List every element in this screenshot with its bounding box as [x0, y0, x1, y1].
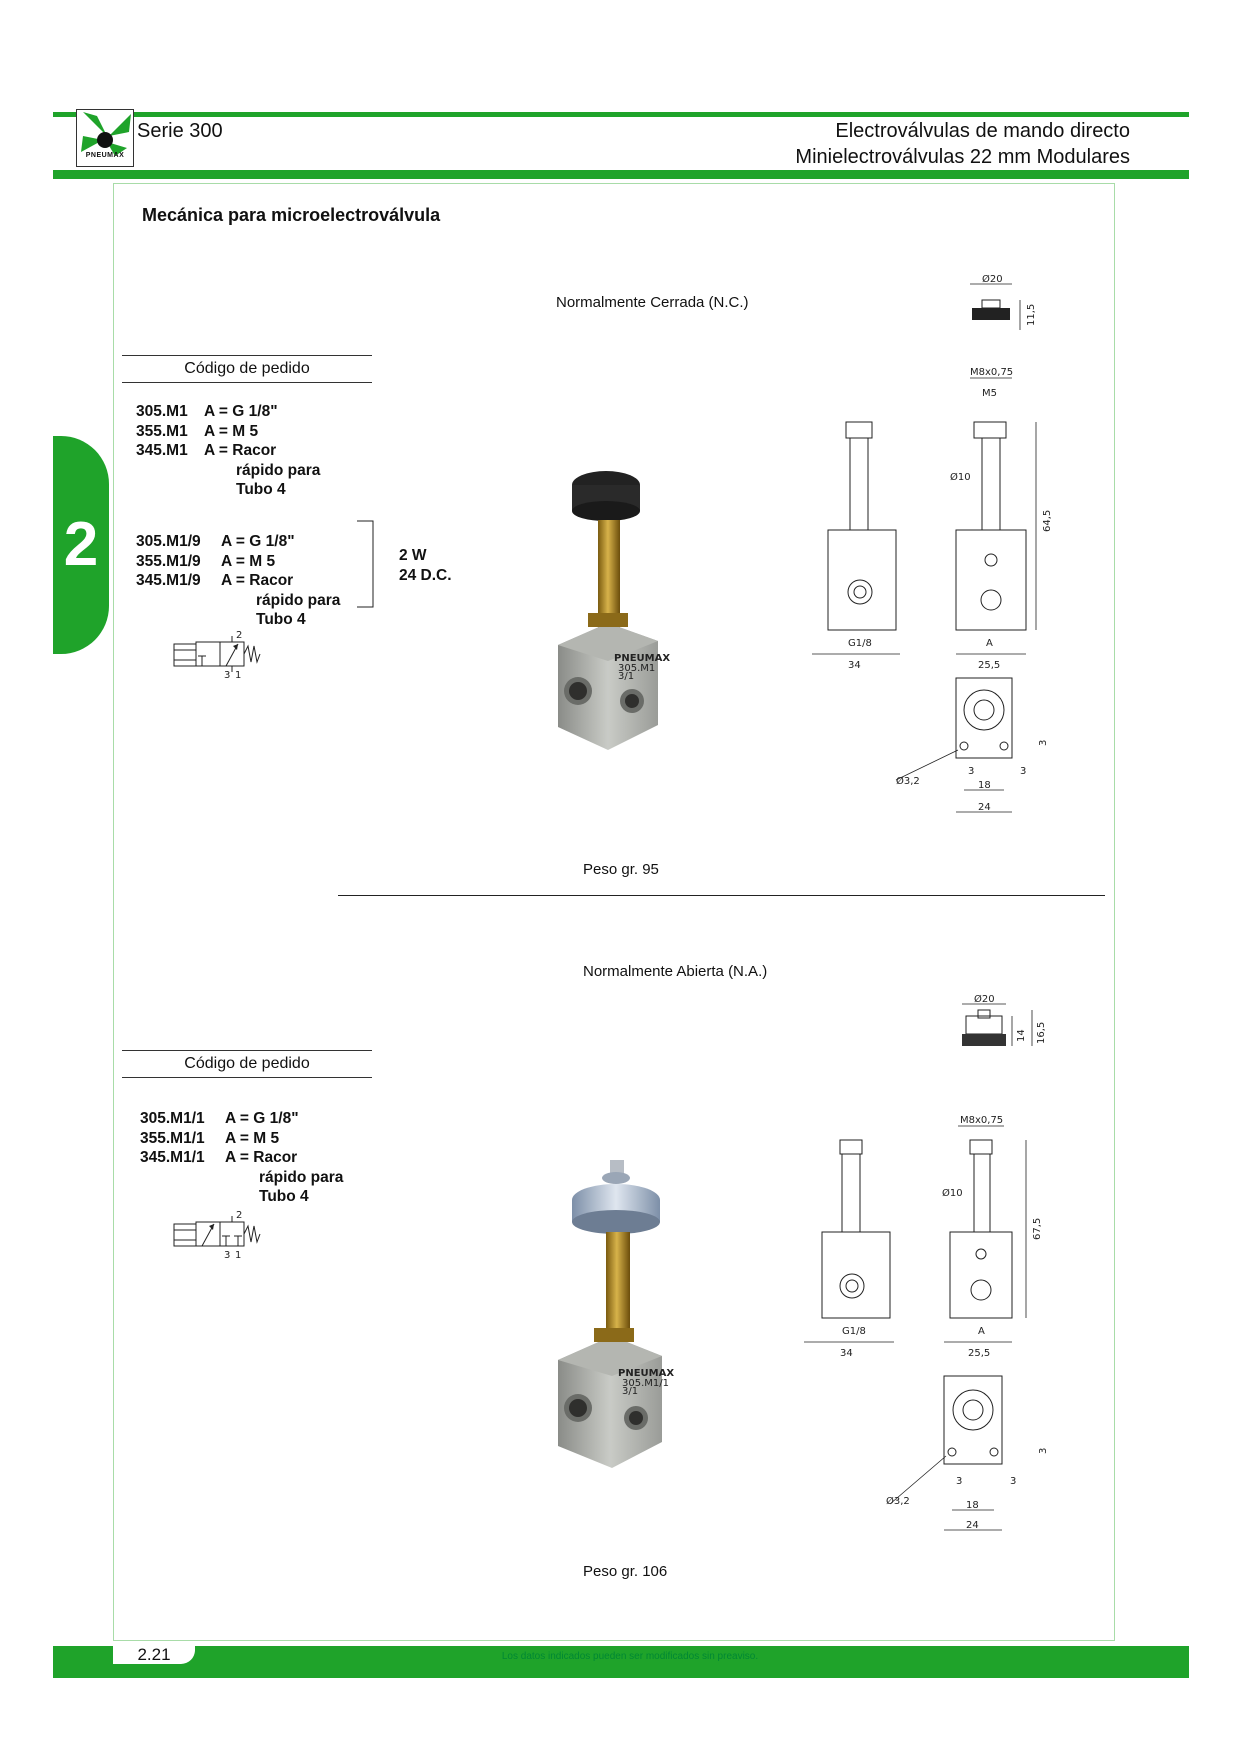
- section-divider: [338, 895, 1105, 896]
- nc-valve-symbol-icon: [172, 632, 272, 680]
- svg-text:1: 1: [235, 670, 242, 681]
- code-row: 305.M1 A = G 1/8": [136, 403, 278, 420]
- na-valve-symbol-icon: [172, 1212, 272, 1260]
- code-row: 305.M1/1 A = G 1/8": [140, 1110, 299, 1127]
- header-top-bar: [53, 112, 1189, 117]
- footer-note: Los datos indicados pueden ser modificados sin preaviso.: [501, 1651, 759, 1662]
- nc-code-group-1: 305.M1 A = G 1/8" 355.M1 A = M 5 345.M1 A = Racor rápido para Tubo 4: [136, 403, 321, 498]
- header-line-2: Minielectroválvulas 22 mm Modulares: [795, 146, 1130, 168]
- svg-text:305.M1: 305.M1: [618, 663, 656, 674]
- svg-text:34: 34: [848, 660, 861, 671]
- nc-caption: Normalmente Cerrada (N.C.): [556, 294, 749, 311]
- svg-text:3: 3: [224, 1250, 231, 1261]
- brand-logo: [76, 109, 134, 167]
- na-dimension-drawing: [790, 990, 1080, 1550]
- svg-text:2: 2: [236, 1210, 243, 1221]
- code-row: 345.M1 A = Racor: [136, 442, 277, 459]
- svg-text:Ø20: Ø20: [974, 994, 995, 1005]
- code-row: 355.M1 A = M 5: [136, 422, 259, 440]
- svg-text:Ø10: Ø10: [942, 1188, 963, 1199]
- svg-text:M8x0,75: M8x0,75: [970, 367, 1014, 378]
- svg-text:3: 3: [956, 1476, 963, 1487]
- svg-text:A: A: [986, 638, 993, 649]
- nc-product-photo: [548, 465, 698, 755]
- svg-text:3/1: 3/1: [622, 1386, 639, 1397]
- svg-text:3/1: 3/1: [618, 671, 635, 682]
- header-line-1: Electroválvulas de mando directo: [835, 120, 1130, 142]
- svg-text:Ø20: Ø20: [982, 274, 1003, 285]
- na-order-label: Código de pedido: [122, 1050, 372, 1078]
- svg-text:64,5: 64,5: [1042, 509, 1053, 532]
- svg-text:G1/8: G1/8: [842, 1326, 866, 1337]
- nc-weight: Peso gr. 95: [583, 861, 659, 878]
- code-row: 355.M1/1 A = M 5: [140, 1129, 280, 1147]
- svg-text:14: 14: [1016, 1029, 1027, 1042]
- code-row: 345.M1/9 A = Racor: [136, 572, 294, 589]
- nc-power: 2 W: [399, 547, 427, 564]
- svg-text:34: 34: [840, 1348, 853, 1359]
- page-number: 2.21: [113, 1646, 195, 1664]
- svg-text:25,5: 25,5: [968, 1348, 991, 1359]
- nc-voltage: 24 D.C.: [399, 566, 452, 584]
- svg-text:3: 3: [1038, 1447, 1049, 1454]
- svg-text:3: 3: [224, 670, 231, 681]
- code-row: 305.M1/9 A = G 1/8": [136, 533, 295, 550]
- svg-text:M8x0,75: M8x0,75: [960, 1115, 1004, 1126]
- na-code-group: 305.M1/1 A = G 1/8" 355.M1/1 A = M 5 345.M1/1 A = Racor rápido para Tubo 4: [140, 1110, 344, 1205]
- svg-text:A: A: [978, 1326, 985, 1337]
- nc-bracket: [355, 520, 375, 608]
- svg-text:3: 3: [1020, 766, 1027, 777]
- series-label: Serie 300: [137, 120, 223, 142]
- svg-text:1: 1: [235, 1250, 242, 1261]
- svg-text:2: 2: [236, 630, 243, 641]
- svg-text:18: 18: [978, 780, 991, 791]
- svg-text:24: 24: [966, 1520, 979, 1531]
- svg-text:16,5: 16,5: [1036, 1021, 1047, 1044]
- svg-text:3: 3: [1038, 739, 1049, 746]
- code-row: 355.M1/9 A = M 5: [136, 552, 276, 570]
- page-title: Mecánica para microelectroválvula: [142, 205, 441, 225]
- svg-text:Ø3,2: Ø3,2: [886, 1496, 910, 1507]
- header-bottom-bar: [53, 170, 1189, 179]
- nc-code-group-2: 305.M1/9 A = G 1/8" 355.M1/9 A = M 5 345.M1/9 A = Racor rápido para Tubo 4: [136, 533, 341, 628]
- svg-text:Ø3,2: Ø3,2: [896, 776, 920, 787]
- svg-text:67,5: 67,5: [1032, 1217, 1043, 1240]
- svg-text:11,5: 11,5: [1026, 303, 1037, 326]
- svg-text:PNEUMAX: PNEUMAX: [618, 1368, 675, 1379]
- svg-text:G1/8: G1/8: [848, 638, 872, 649]
- na-weight: Peso gr. 106: [583, 1563, 668, 1580]
- svg-text:M5: M5: [982, 388, 997, 399]
- brand-name: PNEUMAX: [85, 152, 125, 159]
- svg-text:24: 24: [978, 802, 991, 813]
- code-row: 345.M1/1 A = Racor: [140, 1149, 298, 1166]
- svg-text:305.M1/1: 305.M1/1: [622, 1378, 669, 1389]
- svg-text:3: 3: [968, 766, 975, 777]
- svg-text:3: 3: [1010, 1476, 1017, 1487]
- svg-text:25,5: 25,5: [978, 660, 1001, 671]
- nc-dimension-drawing: [800, 270, 1080, 830]
- nc-order-label: Código de pedido: [122, 355, 372, 383]
- na-caption: Normalmente Abierta (N.A.): [583, 963, 768, 980]
- svg-text:Ø10: Ø10: [950, 472, 971, 483]
- svg-text:18: 18: [966, 1500, 979, 1511]
- na-product-photo: [548, 1160, 698, 1470]
- svg-text:PNEUMAX: PNEUMAX: [614, 653, 671, 664]
- section-number: 2: [63, 510, 99, 579]
- nc-electrical: [399, 546, 452, 585]
